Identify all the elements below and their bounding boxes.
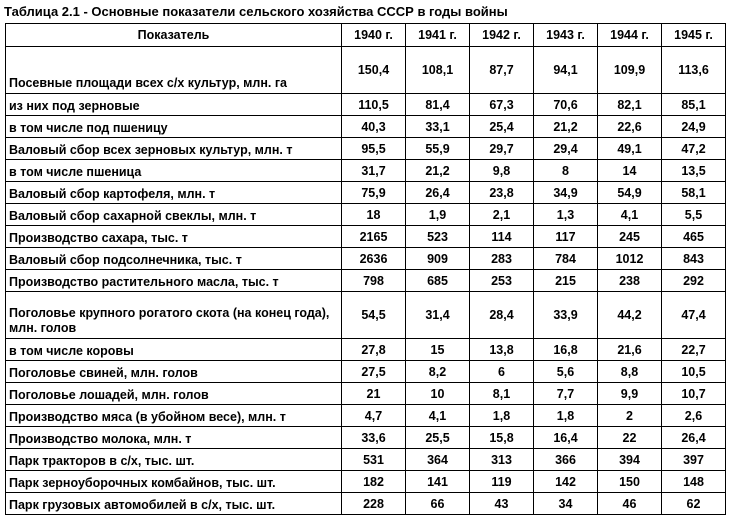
value-cell: 108,1 [406,47,470,94]
column-header-year: 1944 г. [598,24,662,47]
table-row [6,471,726,493]
row-label: Поголовье крупного рогатого скота (на конец года), млн. голов [6,292,342,339]
value-cell: 8,8 [598,361,662,383]
row-label: из них под зерновые [6,94,342,116]
row-label: Поголовье лошадей, млн. голов [6,383,342,405]
row-label: в том числе коровы [6,339,342,361]
table-row [6,292,726,339]
value-cell: 8 [534,160,598,182]
row-label: Валовый сбор всех зерновых культур, млн. т [6,138,342,160]
table-header-row [6,24,726,47]
value-cell: 67,3 [470,94,534,116]
table-row [6,116,726,138]
row-label: Производство растительного масла, тыс. т [6,270,342,292]
value-cell: 33,9 [534,292,598,339]
value-cell: 8,2 [406,361,470,383]
value-cell: 531 [342,449,406,471]
row-label: Производство сахара, тыс. т [6,226,342,248]
value-cell: 523 [406,226,470,248]
value-cell: 10 [406,383,470,405]
value-cell: 364 [406,449,470,471]
value-cell: 15 [406,339,470,361]
value-cell: 253 [470,270,534,292]
value-cell: 5,6 [534,361,598,383]
value-cell: 228 [342,493,406,515]
value-cell: 9,9 [598,383,662,405]
row-label: Парк грузовых автомобилей в с/х, тыс. шт. [6,493,342,515]
value-cell: 21 [342,383,406,405]
value-cell: 55,9 [406,138,470,160]
value-cell: 33,1 [406,116,470,138]
value-cell: 49,1 [598,138,662,160]
table-row [6,383,726,405]
table-row [6,138,726,160]
value-cell: 366 [534,449,598,471]
value-cell: 2,6 [662,405,726,427]
value-cell: 843 [662,248,726,270]
value-cell: 117 [534,226,598,248]
value-cell: 54,9 [598,182,662,204]
value-cell: 4,7 [342,405,406,427]
value-cell: 14 [598,160,662,182]
table-row [6,226,726,248]
value-cell: 150 [598,471,662,493]
row-label: Валовый сбор подсолнечника, тыс. т [6,248,342,270]
value-cell: 283 [470,248,534,270]
value-cell: 26,4 [406,182,470,204]
value-cell: 33,6 [342,427,406,449]
value-cell: 142 [534,471,598,493]
row-label: в том числе под пшеницу [6,116,342,138]
value-cell: 10,5 [662,361,726,383]
value-cell: 2 [598,405,662,427]
value-cell: 44,2 [598,292,662,339]
value-cell: 25,4 [470,116,534,138]
value-cell: 22 [598,427,662,449]
value-cell: 798 [342,270,406,292]
value-cell: 2,1 [470,204,534,226]
value-cell: 22,6 [598,116,662,138]
table-caption: Таблица 2.1 - Основные показатели сельского хозяйства СССР в годы войны [4,4,508,19]
column-header-year: 1945 г. [662,24,726,47]
value-cell: 10,7 [662,383,726,405]
value-cell: 70,6 [534,94,598,116]
value-cell: 1,3 [534,204,598,226]
value-cell: 31,7 [342,160,406,182]
row-label: Поголовье свиней, млн. голов [6,361,342,383]
row-label: Посевные площади всех с/х культур, млн. га [6,47,342,94]
value-cell: 31,4 [406,292,470,339]
value-cell: 182 [342,471,406,493]
value-cell: 8,1 [470,383,534,405]
column-header-year: 1943 г. [534,24,598,47]
value-cell: 5,5 [662,204,726,226]
value-cell: 13,8 [470,339,534,361]
value-cell: 1,9 [406,204,470,226]
value-cell: 29,7 [470,138,534,160]
table-row [6,339,726,361]
table-row [6,204,726,226]
value-cell: 313 [470,449,534,471]
value-cell: 25,5 [406,427,470,449]
value-cell: 18 [342,204,406,226]
agriculture-table [5,23,726,515]
value-cell: 4,1 [598,204,662,226]
value-cell: 29,4 [534,138,598,160]
value-cell: 685 [406,270,470,292]
value-cell: 54,5 [342,292,406,339]
row-label: Парк тракторов в с/х, тыс. шт. [6,449,342,471]
table-row [6,160,726,182]
value-cell: 81,4 [406,94,470,116]
value-cell: 62 [662,493,726,515]
table-row [6,47,726,94]
value-cell: 34,9 [534,182,598,204]
value-cell: 141 [406,471,470,493]
value-cell: 46 [598,493,662,515]
row-label: в том числе пшеница [6,160,342,182]
table-row [6,449,726,471]
value-cell: 7,7 [534,383,598,405]
value-cell: 1,8 [470,405,534,427]
value-cell: 47,4 [662,292,726,339]
row-label: Валовый сбор сахарной свеклы, млн. т [6,204,342,226]
value-cell: 47,2 [662,138,726,160]
value-cell: 2165 [342,226,406,248]
table-row [6,361,726,383]
row-label: Валовый сбор картофеля, млн. т [6,182,342,204]
value-cell: 58,1 [662,182,726,204]
table-row [6,493,726,515]
value-cell: 15,8 [470,427,534,449]
value-cell: 148 [662,471,726,493]
row-label: Производство молока, млн. т [6,427,342,449]
value-cell: 87,7 [470,47,534,94]
value-cell: 24,9 [662,116,726,138]
value-cell: 245 [598,226,662,248]
table-row [6,248,726,270]
value-cell: 2636 [342,248,406,270]
value-cell: 114 [470,226,534,248]
value-cell: 95,5 [342,138,406,160]
table-row [6,94,726,116]
value-cell: 82,1 [598,94,662,116]
value-cell: 85,1 [662,94,726,116]
value-cell: 1012 [598,248,662,270]
value-cell: 238 [598,270,662,292]
value-cell: 13,5 [662,160,726,182]
value-cell: 66 [406,493,470,515]
value-cell: 43 [470,493,534,515]
value-cell: 21,6 [598,339,662,361]
value-cell: 119 [470,471,534,493]
column-header-year: 1941 г. [406,24,470,47]
table-row [6,270,726,292]
value-cell: 4,1 [406,405,470,427]
row-label: Парк зерноуборочных комбайнов, тыс. шт. [6,471,342,493]
value-cell: 109,9 [598,47,662,94]
column-header-year: 1940 г. [342,24,406,47]
value-cell: 75,9 [342,182,406,204]
value-cell: 27,8 [342,339,406,361]
value-cell: 215 [534,270,598,292]
value-cell: 465 [662,226,726,248]
value-cell: 22,7 [662,339,726,361]
value-cell: 394 [598,449,662,471]
table-row [6,427,726,449]
value-cell: 150,4 [342,47,406,94]
value-cell: 34 [534,493,598,515]
value-cell: 27,5 [342,361,406,383]
value-cell: 9,8 [470,160,534,182]
value-cell: 113,6 [662,47,726,94]
value-cell: 21,2 [406,160,470,182]
value-cell: 21,2 [534,116,598,138]
value-cell: 40,3 [342,116,406,138]
row-label: Производство мяса (в убойном весе), млн. т [6,405,342,427]
value-cell: 16,8 [534,339,598,361]
value-cell: 16,4 [534,427,598,449]
value-cell: 909 [406,248,470,270]
value-cell: 6 [470,361,534,383]
value-cell: 784 [534,248,598,270]
column-header-year: 1942 г. [470,24,534,47]
table-body [6,47,726,515]
value-cell: 292 [662,270,726,292]
value-cell: 397 [662,449,726,471]
value-cell: 110,5 [342,94,406,116]
table-row [6,405,726,427]
value-cell: 28,4 [470,292,534,339]
value-cell: 1,8 [534,405,598,427]
value-cell: 94,1 [534,47,598,94]
value-cell: 26,4 [662,427,726,449]
value-cell: 23,8 [470,182,534,204]
column-header-indicator: Показатель [6,24,342,47]
table-row [6,182,726,204]
